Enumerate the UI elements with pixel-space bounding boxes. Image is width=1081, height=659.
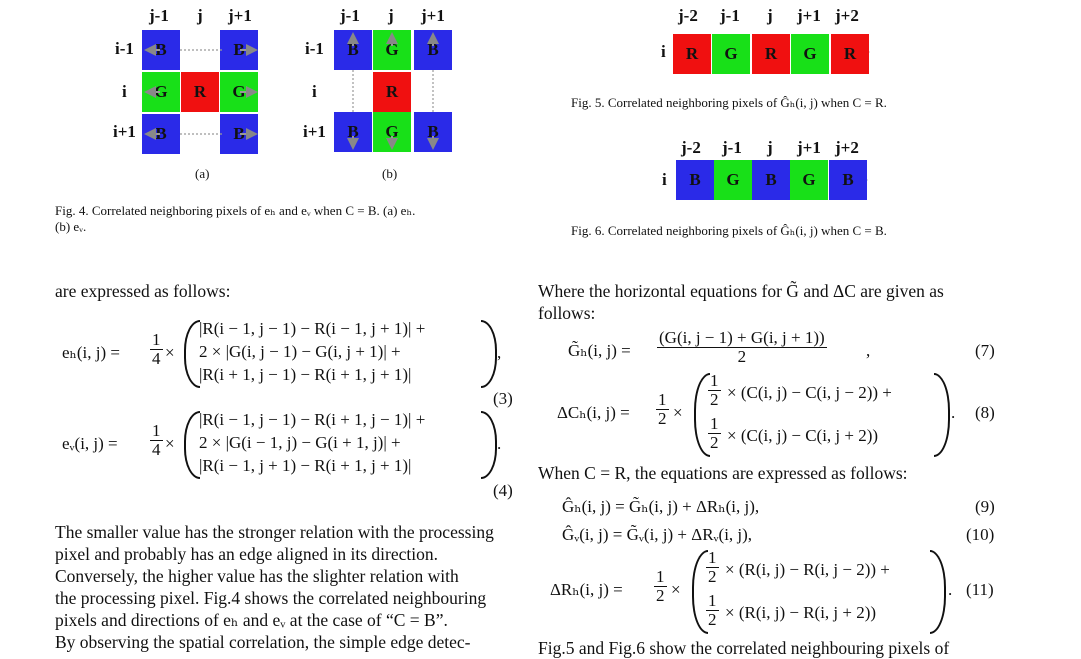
eq8-tail: . xyxy=(951,403,956,422)
eq8-lhs: ΔCₕ(i, j) = xyxy=(557,403,630,422)
eq11-half-den: 2 xyxy=(708,567,717,586)
eq8-half-num: 1 xyxy=(710,371,719,390)
body-text: When C = R, the equations are expressed as follows: xyxy=(538,463,908,483)
eq11-line: × (R(i, j) − R(i, j − 2)) + xyxy=(725,560,890,579)
eq4-frac-den: 4 xyxy=(152,440,161,459)
fig6-row-label: i xyxy=(662,170,667,189)
fig4b-col-label: j+1 xyxy=(421,6,445,25)
eq7-number: (7) xyxy=(975,341,995,360)
eq7-tail: , xyxy=(866,341,871,360)
fig6-col-label: j xyxy=(767,138,773,157)
fig5-pixel: G xyxy=(791,34,829,74)
eq4-frac-num: 1 xyxy=(152,421,161,440)
eq8-line: × (C(i, j) − C(i, j − 2)) + xyxy=(727,383,892,402)
eq10-number: (10) xyxy=(966,525,995,544)
fig4b-sublabel: (b) xyxy=(382,166,398,181)
fig5-col-label: j xyxy=(767,6,773,25)
eq4-fraction xyxy=(148,422,165,459)
eq7-lhs: G̃ₕ(i, j) = xyxy=(568,341,631,360)
body-text: are expressed as follows: xyxy=(55,281,231,301)
eq8-half-den: 2 xyxy=(710,433,719,452)
fig4-caption: Fig. 4. Correlated neighboring pixels of eₕ and eᵥ when C = B. (a) eₕ. xyxy=(55,203,416,218)
fig5-pixel: R xyxy=(752,34,790,74)
fig6-caption: Fig. 6. Correlated neighboring pixels of Ĝₕ(i, j) when C = B. xyxy=(571,223,887,238)
paragraph-line: Conversely, the higher value has the slighter relation with xyxy=(55,566,459,586)
fig5-caption: Fig. 5. Correlated neighboring pixels of Ĝₕ(i, j) when C = R. xyxy=(571,95,887,110)
fig4a-pixel: R xyxy=(181,72,219,112)
eq11-number: (11) xyxy=(966,580,994,599)
fig6-col-label: j-2 xyxy=(681,138,701,157)
fig4b-row-label: i-1 xyxy=(305,39,324,58)
fig5-pixel: R xyxy=(831,34,869,74)
eq8-frac-num: 1 xyxy=(658,390,667,409)
eq8-number: (8) xyxy=(975,403,995,422)
body-text-cut: Fig.5 and Fig.6 show the correlated neighbouring pixels of xyxy=(538,638,950,658)
eq3-frac-num: 1 xyxy=(152,330,161,349)
paragraph-line: pixels and directions of eₕ and eᵥ at the case of “C = B”. xyxy=(55,610,448,630)
eq11-times: × xyxy=(671,580,681,599)
eq11-half xyxy=(704,549,721,586)
fig4a-pixel: B xyxy=(220,30,258,70)
fig6-col-label: j+1 xyxy=(797,138,821,157)
fig4b-pixel: B xyxy=(414,30,452,70)
fig4a-pixel: B xyxy=(142,114,180,154)
eq4-lhs: eᵥ(i, j) = xyxy=(62,434,118,453)
fig5-col-label: j-2 xyxy=(678,6,698,25)
eq4-line: |R(i − 1, j + 1) − R(i + 1, j + 1)| xyxy=(199,456,412,475)
eq8-half-num: 1 xyxy=(710,414,719,433)
fig4b-pixel: B xyxy=(334,112,372,152)
fig4a-col-label: j-1 xyxy=(149,6,169,25)
fig5-col-label: j-1 xyxy=(720,6,740,25)
fig4b-col-label: j-1 xyxy=(340,6,360,25)
fig4a-pixel: G xyxy=(142,72,180,112)
paragraph-line: the processing pixel. Fig.4 shows the correlated neighbouring xyxy=(55,588,487,608)
fig4a-pixel: G xyxy=(220,72,258,112)
eq8-line: × (C(i, j) − C(i, j + 2)) xyxy=(727,426,879,445)
eq8-half xyxy=(706,415,723,452)
eq11-line: × (R(i, j) − R(i, j + 2)) xyxy=(725,603,877,622)
eq3-tail: , xyxy=(497,343,502,362)
eq9-number: (9) xyxy=(975,497,995,516)
eq11-frac-den: 2 xyxy=(656,586,665,605)
fig6-pixel: B xyxy=(752,160,790,200)
fig6-col-label: j-1 xyxy=(722,138,742,157)
eq8-fraction xyxy=(654,391,671,428)
eq11-lhs: ΔRₕ(i, j) = xyxy=(550,580,623,599)
fig4a-row-label: i-1 xyxy=(115,39,134,58)
eq3-fraction xyxy=(148,331,165,368)
eq3-line: |R(i − 1, j − 1) − R(i − 1, j + 1)| + xyxy=(199,319,426,338)
eq8-times: × xyxy=(673,403,683,422)
eq4-line: 2 × |G(i − 1, j) − G(i + 1, j)| + xyxy=(199,433,401,452)
eq4-times: × xyxy=(165,434,175,453)
eq11-half-num: 1 xyxy=(708,548,717,567)
paragraph-line: pixel and probably has an edge aligned in its direction. xyxy=(55,544,438,564)
fig4b-pixel: B xyxy=(334,30,372,70)
fig6-pixel: G xyxy=(790,160,828,200)
eq11-frac-num: 1 xyxy=(656,567,665,586)
fig4a-row-label: i+1 xyxy=(113,122,136,141)
fig4b-pixel: G xyxy=(373,112,411,152)
eq8-half xyxy=(706,372,723,409)
fig4a-row-label: i xyxy=(122,82,127,101)
eq4-number: (4) xyxy=(493,481,513,500)
eq11-half-den: 2 xyxy=(708,610,717,629)
eq8-half-den: 2 xyxy=(710,390,719,409)
eq7-fraction xyxy=(655,329,829,366)
fig4b-pixel: G xyxy=(373,30,411,70)
fig4a-sublabel: (a) xyxy=(195,166,210,181)
eq11-tail: . xyxy=(948,580,953,599)
eq7-frac-num: (G(i, j − 1) + G(i, j + 1)) xyxy=(659,328,825,347)
fig6-pixel: G xyxy=(714,160,752,200)
eq3-number: (3) xyxy=(493,389,513,408)
eq4-line: |R(i − 1, j − 1) − R(i + 1, j − 1)| + xyxy=(199,410,426,429)
paragraph-line: By observing the spatial correlation, the simple edge detec- xyxy=(55,632,471,652)
fig5-pixel: R xyxy=(673,34,711,74)
fig4b-pixel: B xyxy=(414,112,452,152)
fig4a-col-label: j+1 xyxy=(228,6,252,25)
eq11-half-num: 1 xyxy=(708,591,717,610)
fig4-caption-cont: (b) eᵥ. xyxy=(55,219,87,234)
equation-9: Ĝₕ(i, j) = G̃ₕ(i, j) + ΔRₕ(i, j), xyxy=(562,497,760,516)
fig4b-col-label: j xyxy=(388,6,394,25)
eq11-half xyxy=(704,592,721,629)
fig6-pixel: B xyxy=(829,160,867,200)
fig4b-pixel: R xyxy=(373,72,411,112)
fig5-row-label: i xyxy=(661,42,666,61)
eq11-fraction xyxy=(652,568,669,605)
fig4a-col-label: j xyxy=(197,6,203,25)
fig5-col-label: j+1 xyxy=(797,6,821,25)
eq3-lhs: eₕ(i, j) = xyxy=(62,343,121,362)
fig4b-row-label: i+1 xyxy=(303,122,326,141)
eq7-frac-den: 2 xyxy=(737,347,747,366)
fig5-pixel: G xyxy=(712,34,750,74)
fig6-col-label: j+2 xyxy=(835,138,859,157)
fig6-pixel: B xyxy=(676,160,714,200)
eq3-line: 2 × |G(i, j − 1) − G(i, j + 1)| + xyxy=(199,342,401,361)
fig5-col-label: j+2 xyxy=(835,6,859,25)
fig4a-pixel: B xyxy=(220,114,258,154)
eq3-frac-den: 4 xyxy=(152,349,161,368)
eq3-times: × xyxy=(165,343,175,362)
paragraph-line: The smaller value has the stronger relation with the processing xyxy=(55,522,494,542)
fig4b-row-label: i xyxy=(312,82,317,101)
body-text: follows: xyxy=(538,303,596,323)
fig4a-pixel: B xyxy=(142,30,180,70)
eq8-frac-den: 2 xyxy=(658,409,667,428)
equation-10: Ĝᵥ(i, j) = G̃ᵥ(i, j) + ΔRᵥ(i, j), xyxy=(562,525,753,544)
eq4-tail: . xyxy=(497,434,502,453)
eq3-line: |R(i + 1, j − 1) − R(i + 1, j + 1)| xyxy=(199,365,412,384)
body-text: Where the horizontal equations for G̃ and ΔC are given as xyxy=(538,281,944,301)
